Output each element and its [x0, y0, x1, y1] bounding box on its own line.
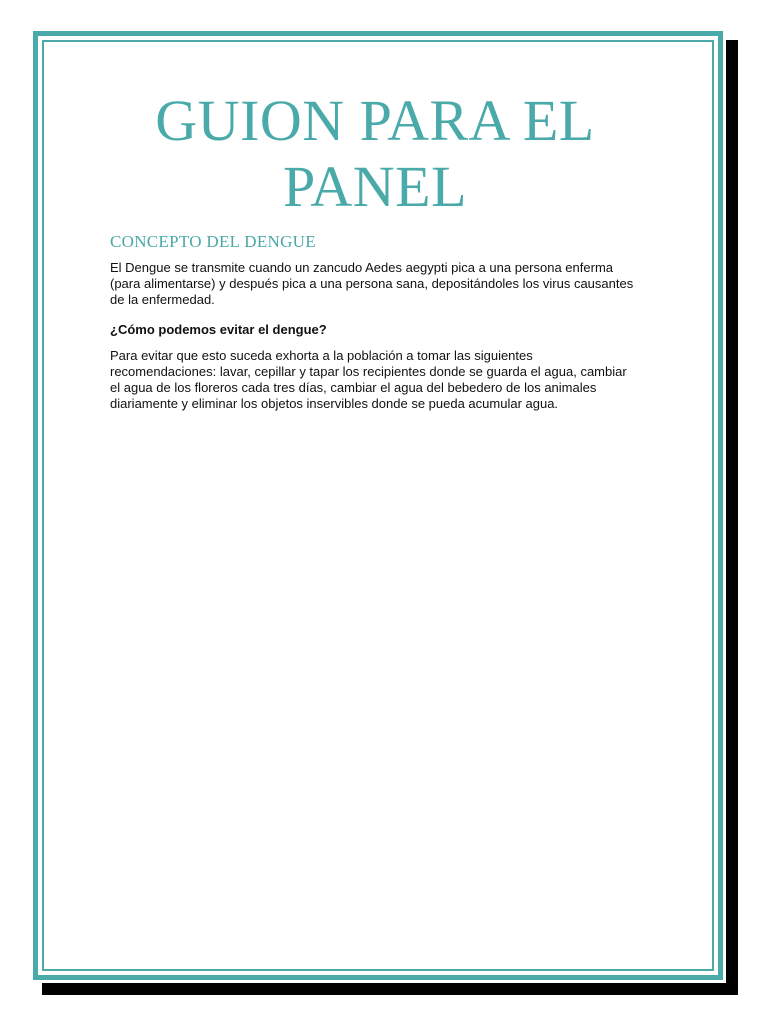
document-content	[110, 88, 640, 426]
paragraph-definition: El Dengue se transmite cuando un zancudo Aedes aegypti pica a una persona enferma (para alimentarse) y después pica a una persona sana, depositándoles los virus causantes de la enfermedad.	[110, 260, 634, 307]
paragraph-prevention: Para evitar que esto suceda exhorta a la población a tomar las siguientes recomendaciones: lavar, cepillar y tapar los recipientes donde se guarda el agua, cambiar el agua de los floreros cada tres días, cambiar el agua del bebedero de los animales diariamente y eliminar los objetos inservibles donde se pueda acumular agua.	[110, 348, 627, 411]
section-heading: CONCEPTO DEL DENGUE	[110, 232, 316, 251]
document-title: GUION PARA EL PANEL	[155, 88, 595, 219]
question-heading: ¿Cómo podemos evitar el dengue?	[110, 322, 327, 337]
document-page	[30, 28, 726, 983]
